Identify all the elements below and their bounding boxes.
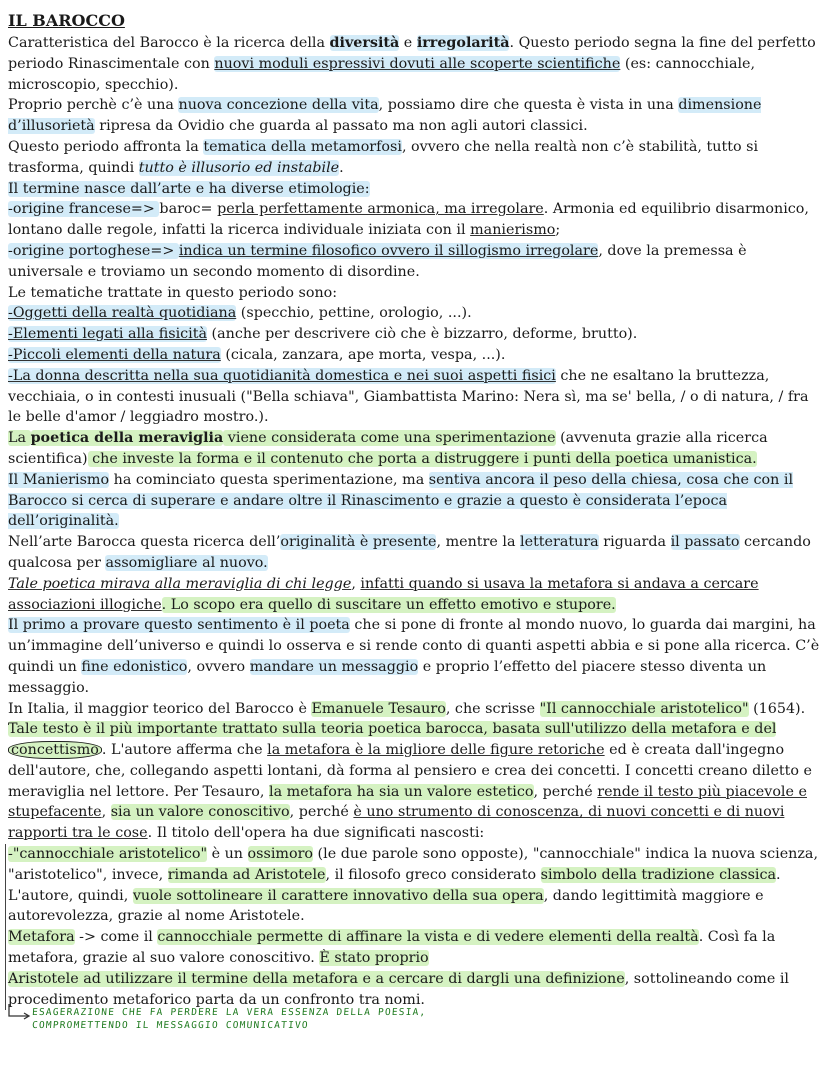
note-line-2: COMPROMETTENDO IL MESSAGGIO COMUNICATIVO	[31, 1020, 310, 1031]
highlight: dimensione d’illusorietà	[8, 97, 762, 135]
paragraph-metamorfosi: Questo periodo affronta la tematica della metamorfosi, ovvero che nella realtà non c’è stabilità, tutto si trasforma, quindi tutto è illusorio ed instabile.	[8, 138, 759, 176]
underlined-text: indica un termine filosofico ovvero il sillogismo irregolare	[178, 242, 599, 259]
paragraph-concezione: Proprio perchè c’è una nuova concezione della vita, possiamo dire che questa è vista in una dimensione d’illusorietà ripresa da Ovidio che guarda al passato ma non agli autori classici.	[8, 97, 762, 135]
highlight: tutto è illusorio ed instabile	[138, 159, 340, 176]
paragraph-poetica: Tale poetica mirava alla meraviglia di chi legge, infatti quando si usava la metafora si andava a cercare associazioni illogiche. Lo scopo era quello di suscitare un effetto emotivo e stupore.	[8, 575, 759, 613]
paragraph-tesauro: In Italia, il maggior teorico del Barocco è Emanuele Tesauro, che scrisse "Il cannocchiale aristotelico" (1654).	[8, 700, 806, 717]
handwritten-note	[6, 1004, 506, 1040]
bracketed-section	[5, 844, 820, 1010]
list-item: -Piccoli elementi della natura (cicala, zanzara, ape morta, vespa, ...).	[8, 346, 506, 363]
paragraph-meraviglia: La poetica della meraviglia viene considerata come una sperimentazione (avvenuta grazie alla ricerca scientifica) che investe la forma e il contenuto che porta a distruggere i punti della poetica umanistica.	[8, 430, 768, 467]
highlight: tematica della metamorfosi	[203, 138, 402, 155]
list-item: -Oggetti della realtà quotidiana (specchio, pettine, orologio, ...).	[8, 305, 472, 322]
paragraph-arte-barocca: Nell’arte Barocca questa ricerca dell’originalità è presente, mentre la letteratura riguarda il passato cercando qualcosa per assomigliare al nuovo.	[8, 534, 811, 571]
paragraph-manierismo: Il Manierismo ha cominciato questa sperimentazione, ma sentiva ancora il peso della chiesa, cosa che con il Barocco si cerca di superare e andare oltre il Rinascimento e grazie a questo è considerata l’epoca dell’originalità.	[8, 471, 794, 530]
underlined-text: perla perfettamente armonica, ma irregolare	[217, 201, 544, 218]
paragraph-origine-francese: -origine francese=> baroc= perla perfettamente armonica, ma irregolare. Armonia ed equilibrio disarmonico, lontano dalle regole, infatti la ricerca individuale iniziata con il manierismo;	[8, 201, 809, 239]
list-item: -La donna descritta nella sua quotidianità domestica e nei suoi aspetti fisici che ne esaltano la bruttezza, vecchiaia, o in contesti inusuali ("Bella schiava", Giambattista Marino: Nera sì, ma se' bella, / o di natura, / fra le belle d'amor / leggiadro mostro.).	[8, 367, 809, 426]
paragraph-origine-portoghese: -origine portoghese=> indica un termine filosofico ovvero il sillogismo irregolare, dove la premessa è universale e troviamo un secondo momento di disordine.	[8, 242, 747, 280]
underlined-text: manierismo	[470, 222, 556, 239]
paragraph-etimologie: Il termine nasce dall’arte e ha diverse etimologie:	[8, 180, 370, 197]
text: e	[399, 35, 417, 51]
keyword-irregolarita: irregolarità	[416, 35, 510, 51]
text: Caratteristica del Barocco è la ricerca della	[8, 35, 330, 51]
text: . Questo periodo segna la fine del perfetto periodo Rinascimentale con	[8, 35, 816, 72]
list-item: -Elementi legati alla fisicità (anche per descrivere ciò che è bizzarro, deforme, brutto).	[8, 326, 638, 343]
text: (es: cannocchiale, microscopio, specchio).	[8, 55, 756, 93]
paragraph-cannocchiale: -"cannocchiale aristotelico" è un ossimoro (le due parole sono opposte), "cannocchiale" indica la nuova scienza, "aristotelico", invece, rimanda ad Aristotele, il filosofo greco considerato simbolo della tradizione classica. L'autore, quindi, vuole sottolineare il carattere innovativo della sua opera, dando legittimità maggiore e autorevolezza, grazie al nome Aristotele.	[8, 846, 818, 925]
arrow-icon	[6, 1004, 32, 1026]
page-title: IL BAROCCO	[8, 11, 125, 30]
highlight: nuovi moduli espressivi dovuti alle scoperte scientifiche	[214, 55, 621, 72]
paragraph-intro	[8, 33, 820, 95]
paragraph-tematiche: Le tematiche trattate in questo periodo sono:	[8, 284, 338, 301]
paragraph-trattato: Tale testo è il più importante trattato sulla teoria poetica barocca, basata sull'utilizzo della metafora e del concettismo . L'autore afferma che la metafora è la migliore delle figure retoriche ed è creata dall'ingegno dell'autore, che, collegando aspetti lontani, dà forma al pensiero e crea dei concetti. I concetti creano diletto e meraviglia nel lettore. Per Tesauro, la metafora ha sia un valore estetico, perché rende il testo più piacevole e stupefacente, sia un valore conoscitivo, perché è uno strumento di conoscenza, di nuovi concetti e di nuovi rapporti tra le cose. Il titolo dell'opera ha due significati nascosti:	[8, 721, 813, 842]
paragraph-poeta: Il primo a provare questo sentimento è il poeta che si pone di fronte al mondo nuovo, lo guarda dai margini, ha un’immagine dell’universo e quindi lo osserva e si rende conto di quanti aspetti abbia e si pone alla ricerca. C’è quindi un fine edonistico, ovvero mandare un messaggio e proprio l’effetto del piacere stesso diventa un messaggio.	[8, 617, 820, 696]
document-page	[8, 10, 820, 1010]
note-line-1: ESAGERAZIONE CHE FA PERDERE LA VERA ESSENZA DELLA POESIA,	[31, 1007, 427, 1018]
circled-word: concettismo	[8, 741, 102, 759]
paragraph-metafora: Metafora -> come il cannocchiale permette di affinare la vista e di vedere elementi della realtà. Così fa la metafora, grazie al suo valore conoscitivo. È stato proprio Aristotele ad utilizzare il termine della metafora e a cercare di dargli una definizione, sottolineando come il procedimento metaforico parta da un confronto tra nomi.	[8, 929, 789, 1008]
highlight: nuova concezione della vita	[178, 97, 379, 114]
keyword-diversita: diversità	[329, 35, 400, 51]
